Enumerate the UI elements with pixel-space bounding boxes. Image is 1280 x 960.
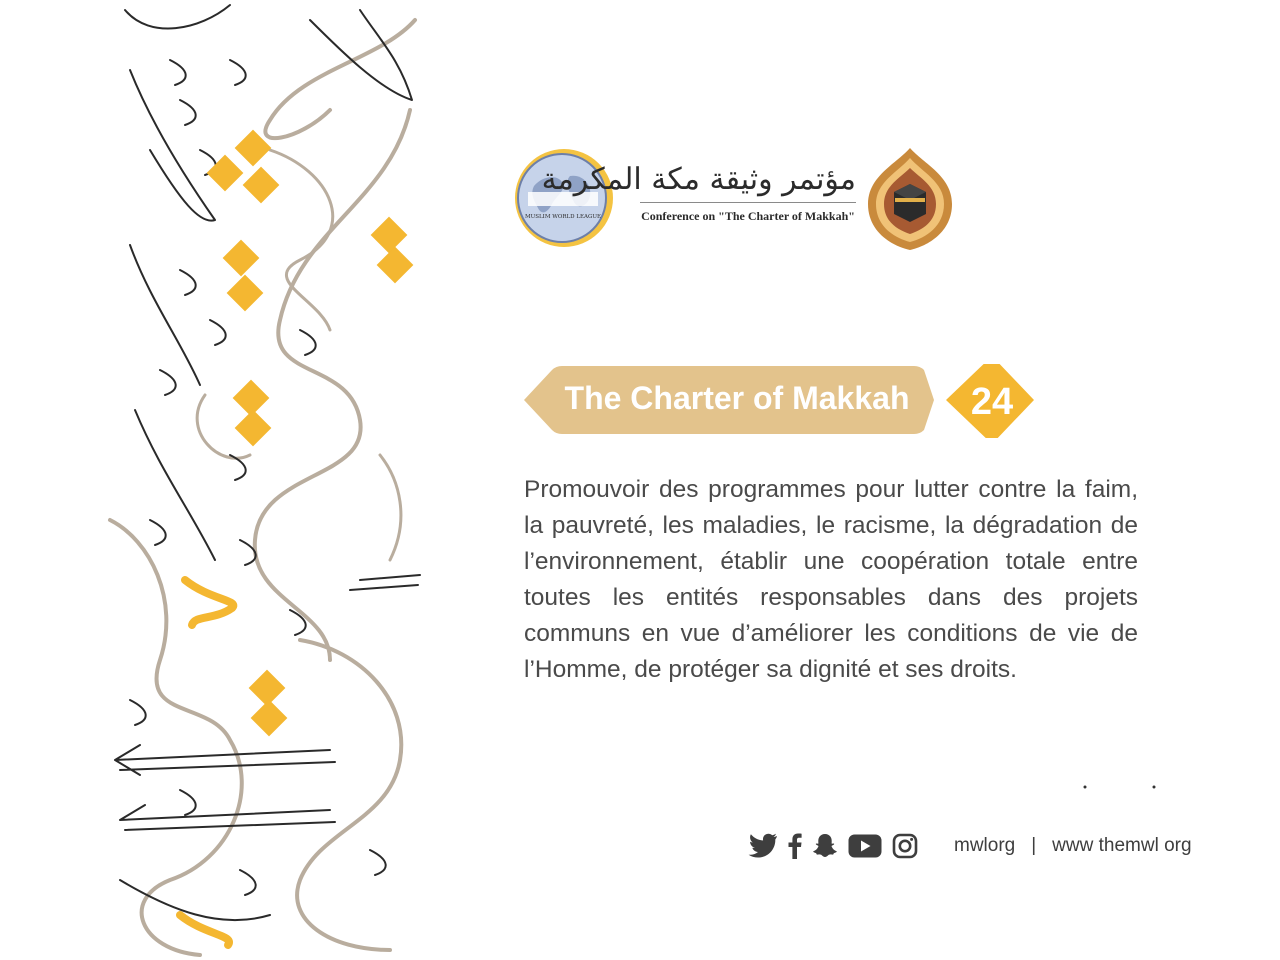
title-banner: [522, 364, 1042, 438]
snapchat-icon[interactable]: [812, 833, 838, 859]
charter-article-text: Promouvoir des programmes pour lutter contre la faim, la pauvreté, les maladies, le racisme, la dégradation de l’environnement, établir une coopération totale entre toutes les entités responsables dans des projets communs en vue d’améliorer les conditions de vie de l’Homme, de protéger sa dignité et ses droits.: [524, 476, 1138, 683]
mwl-logo-label: MUSLIM WORLD LEAGUE: [524, 214, 602, 220]
calligraphy-decoration: [0, 0, 440, 960]
footer: [748, 828, 1192, 864]
social-handle[interactable]: mwlorg: [954, 835, 1016, 856]
twitter-icon[interactable]: [748, 833, 778, 859]
facebook-icon[interactable]: [788, 833, 802, 859]
logos-row: [512, 146, 962, 256]
kaaba-emblem: [864, 146, 956, 252]
website-link[interactable]: www themwl org: [1052, 835, 1192, 856]
instagram-icon[interactable]: [892, 833, 918, 859]
decorative-dots: [1080, 782, 1160, 792]
conference-title-arabic: مؤتمر وثيقة مكة المكرمة: [640, 158, 856, 203]
banner-title: The Charter of Makkah: [564, 380, 910, 416]
footer-separator: |: [1031, 835, 1037, 856]
conference-title-english: Conference on "The Charter of Makkah": [641, 209, 855, 223]
charter-number-badge: 24: [970, 381, 1014, 423]
social-links: [748, 833, 918, 859]
youtube-icon[interactable]: [848, 834, 882, 858]
